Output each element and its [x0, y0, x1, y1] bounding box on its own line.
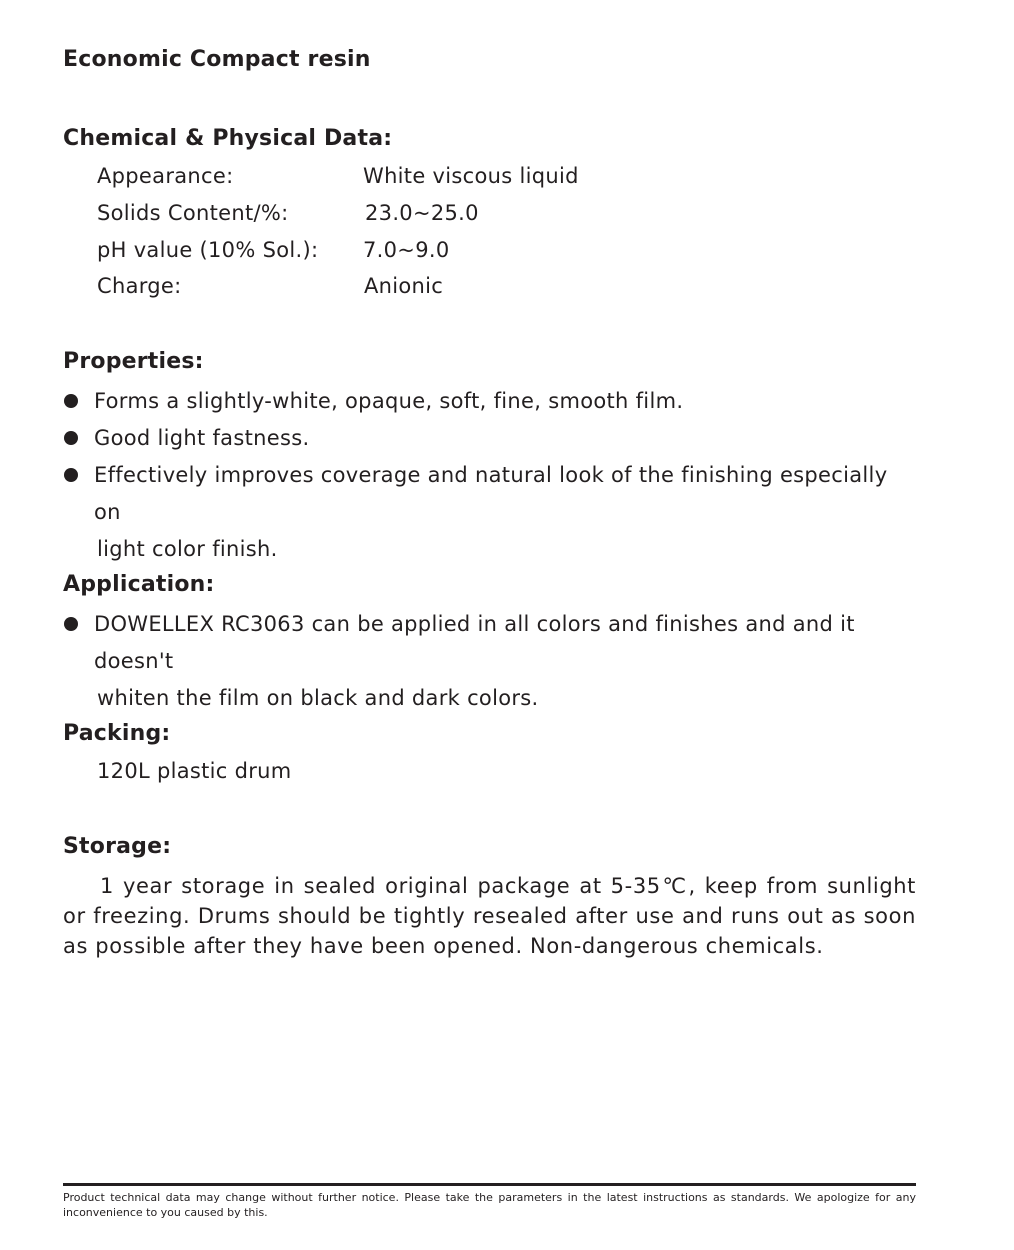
bullet-icon	[64, 617, 78, 631]
storage-heading: Storage:	[63, 834, 172, 859]
list-item	[63, 420, 916, 457]
spec-label: Appearance:	[97, 164, 234, 188]
list-item-text	[63, 457, 916, 568]
spec-row-appearance	[97, 164, 579, 188]
spec-value: Anionic	[364, 274, 444, 298]
document-title: Economic Compact resin	[63, 47, 371, 72]
list-item-text: Forms a slightly-white, opaque, soft, fine, smooth film.	[94, 389, 684, 413]
spec-value: 7.0~9.0	[363, 238, 450, 262]
bullet-icon	[64, 468, 78, 482]
list-item-text	[63, 606, 916, 717]
list-item-line: DOWELLEX RC3063 can be applied in all colors and finishes and and it doesn't	[94, 612, 855, 673]
spec-row-ph	[97, 238, 450, 262]
list-item-line: Effectively improves coverage and natural look of the finishing especially on	[94, 463, 888, 524]
list-item	[63, 457, 916, 568]
storage-text: 1 year storage in sealed original package at 5-35℃, keep from sunlight or freezing. Drums should be tightly resealed after use and runs out as soon as possible after they have been opened. Non-dangerous chemicals.	[63, 874, 916, 958]
spec-value: White viscous liquid	[363, 164, 579, 188]
spec-label: Charge:	[97, 274, 182, 298]
application-heading: Application:	[63, 572, 215, 597]
spec-row-solids	[97, 201, 479, 225]
bullet-icon	[64, 431, 78, 445]
bullet-icon	[64, 394, 78, 408]
packing-heading: Packing:	[63, 721, 171, 746]
spec-label: pH value (10% Sol.):	[97, 238, 319, 262]
list-item-text: Good light fastness.	[94, 426, 310, 450]
list-item	[63, 383, 916, 420]
list-item-line: light color finish.	[97, 537, 278, 561]
list-item	[63, 606, 916, 717]
chemical-physical-heading: Chemical & Physical Data:	[63, 126, 393, 151]
footer-divider	[63, 1183, 916, 1186]
spec-value: 23.0~25.0	[365, 201, 479, 225]
spec-label: Solids Content/%:	[97, 201, 289, 225]
list-item-line: whiten the film on black and dark colors.	[97, 686, 539, 710]
spec-row-charge	[97, 274, 443, 298]
properties-heading: Properties:	[63, 349, 204, 374]
packing-text: 120L plastic drum	[97, 759, 292, 783]
footer-disclaimer: Product technical data may change without further notice. Please take the parameters in the latest instructions as standards. We apologize for any inconvenience to you caused by this.	[63, 1191, 916, 1219]
